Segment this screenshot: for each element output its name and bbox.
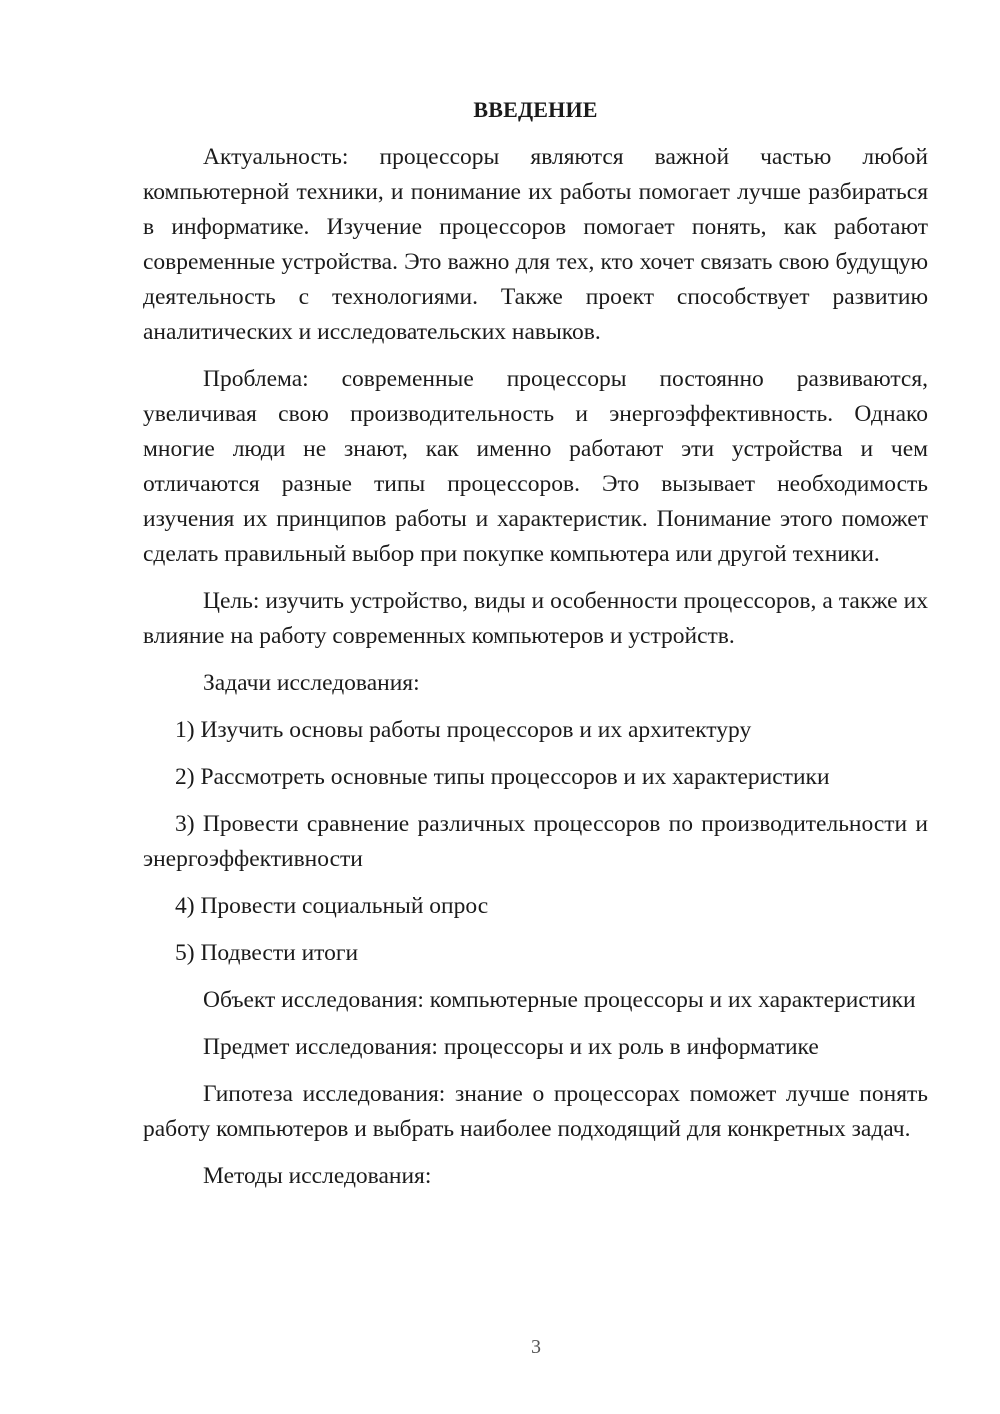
task-item: 3) Провести сравнение различных процессоров по производительности и энергоэффективности: [143, 811, 928, 872]
paragraph-subject: Предмет исследования: процессоры и их роль в информатике: [203, 1034, 819, 1060]
task-item: 1) Изучить основы работы процессоров и их архитектуру: [175, 717, 752, 743]
paragraph-relevance: Актуальность: процессоры являются важной частью любой компьютерной техники, и понимание их работы помогает лучше разбираться в информатике. Изучение процессоров помогает понять, как работают современные устройства. Это важно для тех, кто хочет связать свою будущую деятельность с технологиями. Также проект способствует развитию аналитических и исследовательских навыков.: [143, 144, 928, 345]
paragraph-goal: Цель: изучить устройство, виды и особенности процессоров, а также их влияние на работу современных компьютеров и устройств.: [143, 588, 928, 649]
task-item: 4) Провести социальный опрос: [175, 893, 489, 919]
task-item: 2) Рассмотреть основные типы процессоров и их характеристики: [175, 764, 830, 790]
paragraph-problem: Проблема: современные процессоры постоянно развиваются, увеличивая свою производительность и энергоэффективность. Однако многие люди не знают, как именно работают эти устройства и чем отличаются разные типы процессоров. Это вызывает необходимость изучения их принципов работы и характеристик. Понимание этого поможет сделать правильный выбор при покупке компьютера или другой техники.: [143, 366, 928, 567]
task-item: 5) Подвести итоги: [175, 940, 359, 966]
methods-heading: Методы исследования:: [203, 1163, 432, 1189]
page-number: 3: [531, 1336, 541, 1358]
paragraph-object: Объект исследования: компьютерные процессоры и их характеристики: [203, 987, 916, 1013]
paragraph-hypothesis: Гипотеза исследования: знание о процессорах поможет лучше понять работу компьютеров и выбрать наиболее подходящий для конкретных задач.: [143, 1081, 928, 1142]
tasks-heading: Задачи исследования:: [203, 670, 420, 696]
page-content: [143, 95, 928, 1206]
section-title: ВВЕДЕНИЕ: [473, 97, 598, 122]
